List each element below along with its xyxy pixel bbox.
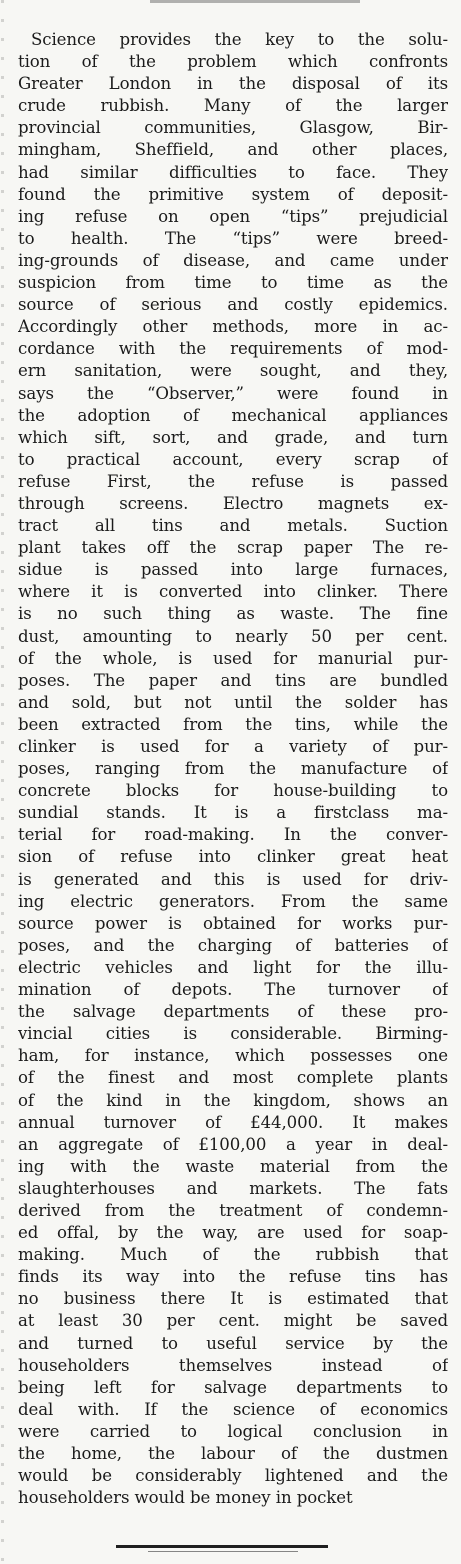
article-line: concrete blocks for house-building to [18,781,448,801]
article-line: of the whole, is used for manurial pur- [18,648,448,668]
article-line: being left for salvage departments to [18,1377,448,1397]
article-line: through screens. Electro magnets ex- [18,493,448,513]
article-line: ing electric generators. From the same [18,891,448,911]
article-line: electric vehicles and light for the illu- [18,957,448,977]
article-line: mingham, Sheffield, and other places, [18,140,448,160]
article-line: deal with. If the science of economics [18,1399,448,1419]
article-body [18,29,448,1509]
article-line: tion of the problem which confronts [18,52,448,72]
article-line: ern sanitation, were sought, and they, [18,361,448,381]
article-line: the home, the labour of the dustmen [18,1444,448,1463]
article-line: had similar difficulties to face. They [18,162,448,182]
article-line: the salvage departments of these pro- [18,1002,448,1022]
article-line: were carried to logical conclusion in [18,1421,448,1441]
left-margin-dots [1,0,4,1564]
article-line: no business there It is estimated that [18,1289,448,1309]
article-line: crude rubbish. Many of the larger [18,96,448,116]
article-line: found the primitive system of deposit- [18,184,448,204]
article-line: and turned to useful service by the [18,1333,448,1353]
article-line: ing-grounds of disease, and came under [18,250,448,270]
article-line: sidue is passed into large furnaces, [18,560,448,580]
article-line: cordance with the requirements of mod- [18,339,448,359]
article-line: sundial stands. It is a firstclass ma- [18,803,448,823]
article-line: terial for road-making. In the conver- [18,825,448,845]
article-line: source of serious and costly epidemics. [18,295,448,315]
article-line: clinker is used for a variety of pur- [18,737,448,756]
article-line: ham, for instance, which possesses one [18,1046,448,1066]
article-line: mination of depots. The turnover of [18,980,448,1000]
article-line: plant takes off the scrap paper The re- [18,538,448,558]
article-line: tract all tins and metals. Suction [18,516,448,536]
article-line: to practical account, every scrap of [18,449,448,469]
article-line: to health. The “tips” were breed- [18,228,448,248]
top-rule [150,0,360,3]
article-line: is no such thing as waste. The fine [18,604,448,624]
article-line: Greater London in the disposal of its [18,74,448,94]
article-line: householders would be money in pocket [18,1488,353,1508]
article-line: Science provides the key to the solu- [31,30,448,49]
article-line: is generated and this is used for driv- [18,869,448,889]
article-line: sion of refuse into clinker great heat [18,847,448,867]
article-line: annual turnover of £44,000. It makes [18,1112,448,1132]
article-line: ed offal, by the way, are used for soap- [18,1223,448,1243]
article-line: refuse First, the refuse is passed [18,471,448,491]
article-line: an aggregate of £100,00 a year in deal- [18,1134,448,1154]
article-line: would be considerably lightened and the [18,1466,448,1486]
article-line: says the “Observer,” were found in [18,383,448,403]
article-line: ing refuse on open “tips” prejudicial [18,206,448,226]
article-line: derived from the treatment of condemn- [18,1200,448,1220]
article-line: suspicion from time to time as the [18,273,448,293]
article-line: making. Much of the rubbish that [18,1245,448,1265]
article-line: provincial communities, Glasgow, Bir- [18,118,448,138]
article-line: source power is obtained for works pur- [18,913,448,933]
article-line: where it is converted into clinker. There [18,582,448,602]
article-line: ing with the waste material from the [18,1156,448,1176]
article-line: at least 30 per cent. might be saved [18,1311,448,1331]
article-line: the adoption of mechanical appliances [18,405,448,425]
article-line: slaughterhouses and markets. The fats [18,1178,448,1198]
article-line: which sift, sort, and grade, and turn [18,427,448,447]
article-line: poses. The paper and tins are bundled [18,670,448,690]
bottom-rule-thin [148,1551,298,1552]
article-line: dust, amounting to nearly 50 per cent. [18,626,448,646]
article-line: vincial cities is considerable. Birming- [18,1024,448,1044]
bottom-rule [116,1545,328,1548]
article-line: finds its way into the refuse tins has [18,1267,448,1287]
article-line: householders themselves instead of [18,1355,448,1375]
article-line: poses, ranging from the manufacture of [18,759,448,779]
article-line: poses, and the charging of batteries of [18,935,448,955]
article-line: of the kind in the kingdom, shows an [18,1090,448,1110]
article-line: of the finest and most complete plants [18,1068,448,1088]
article-line: been extracted from the tins, while the [18,714,448,734]
article-line: Accordingly other methods, more in ac- [18,317,448,337]
article-line: and sold, but not until the solder has [18,692,448,712]
